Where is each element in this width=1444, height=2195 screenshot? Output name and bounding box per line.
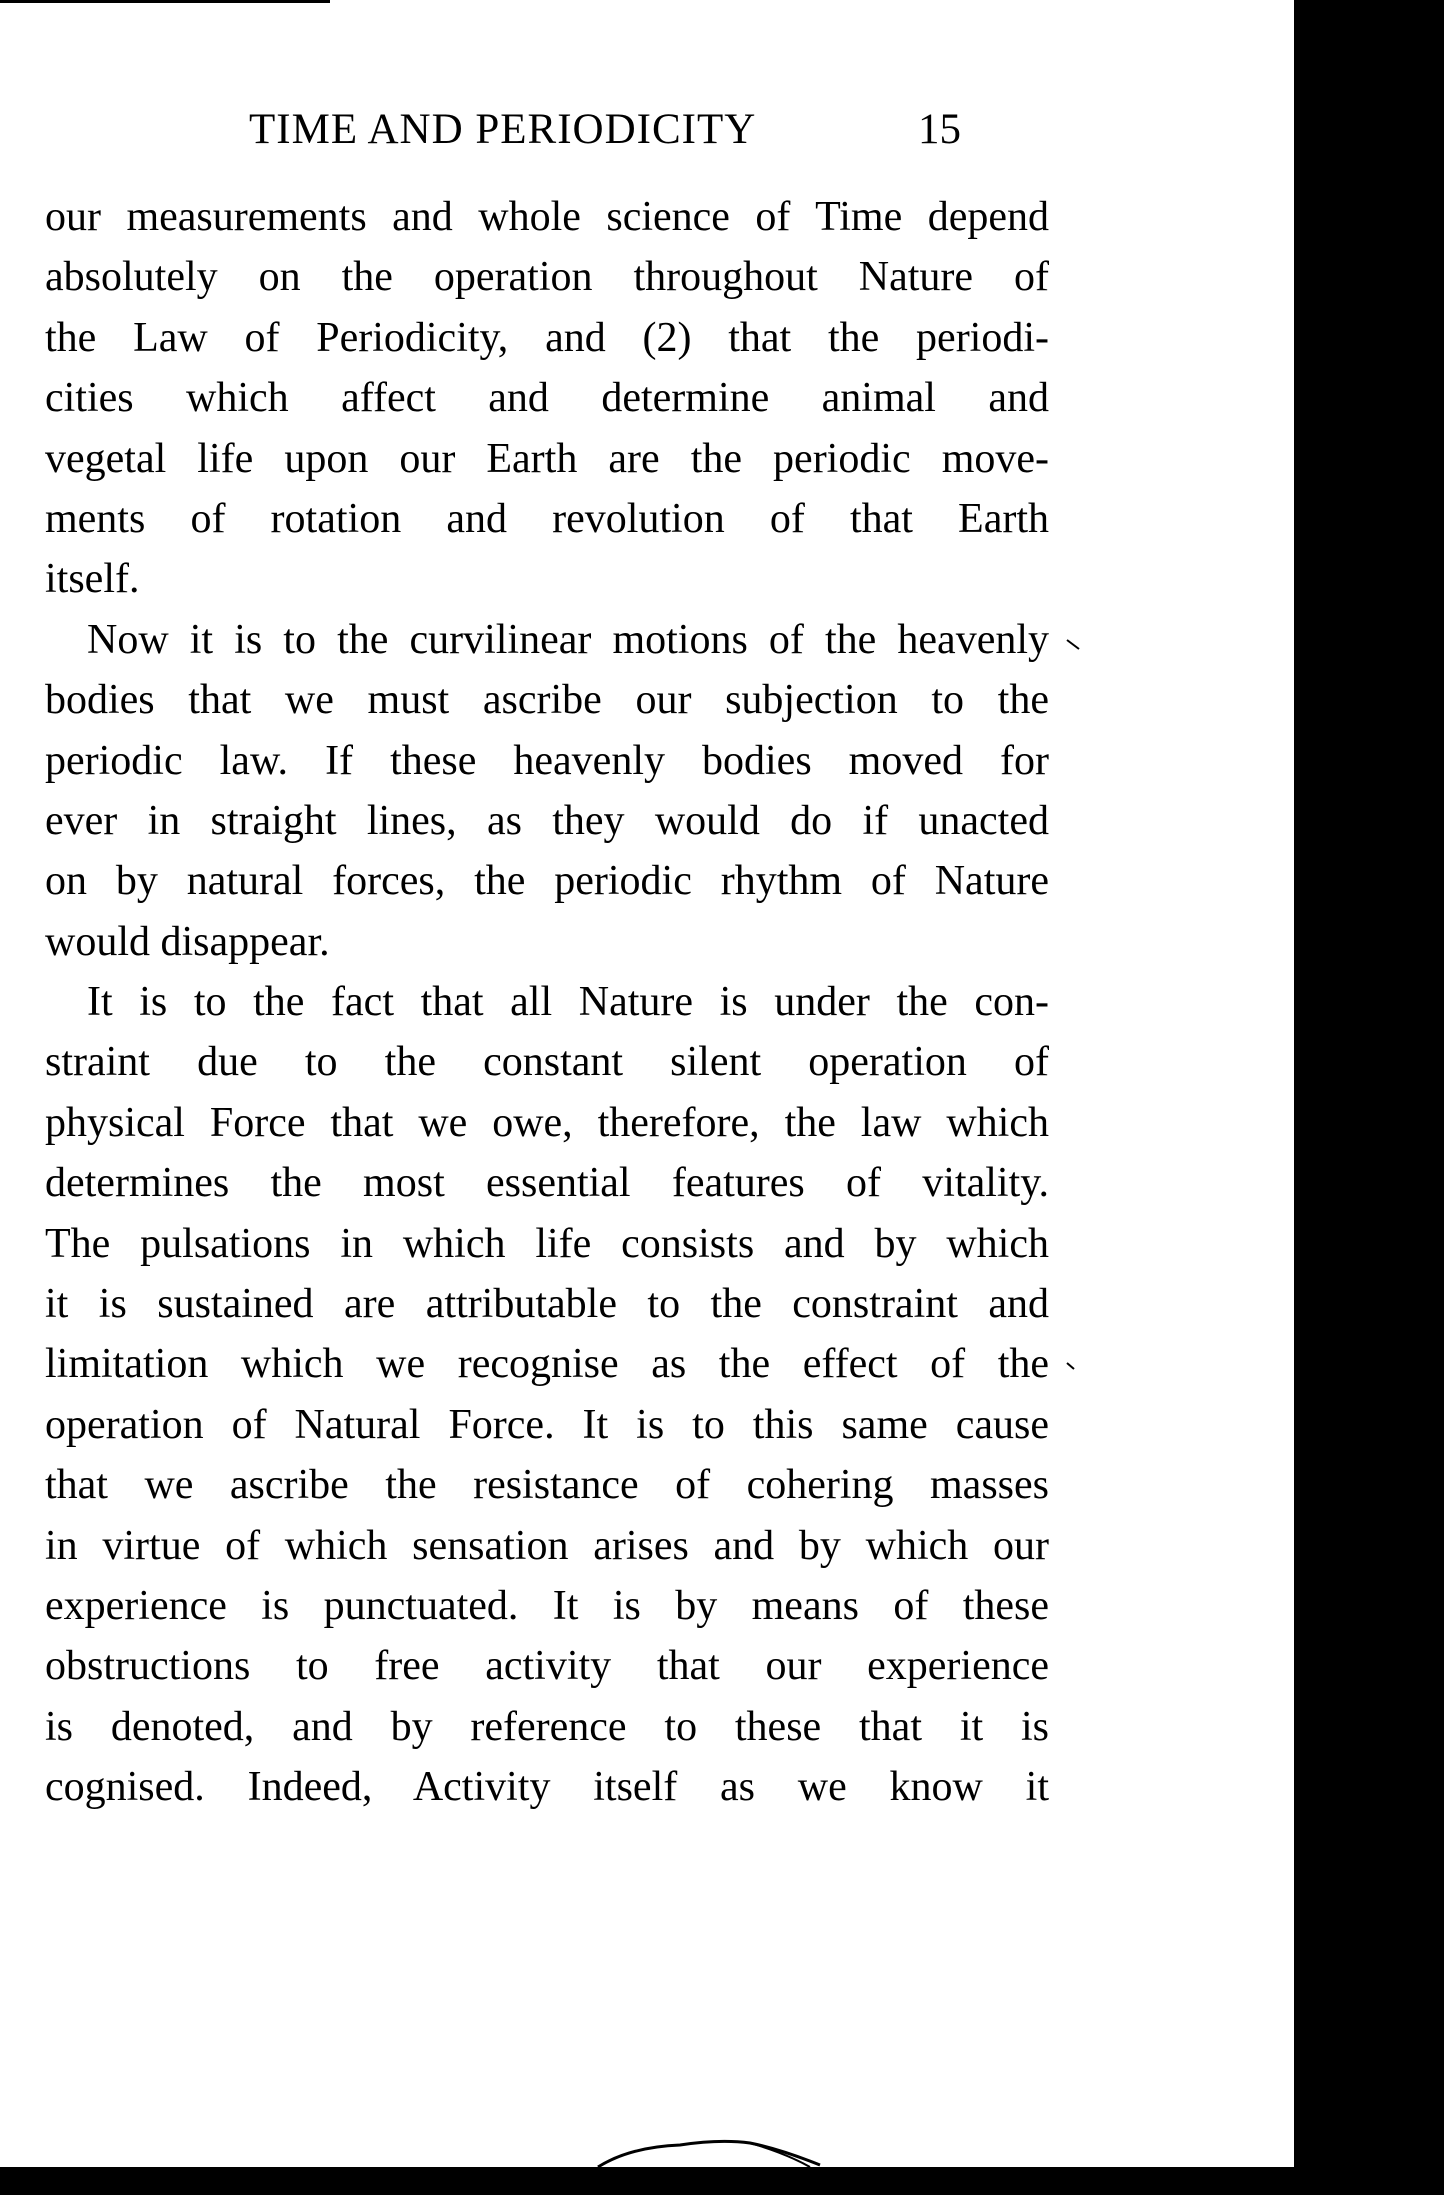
text-line: the Law of Periodicity, and (2) that the periodi-: [45, 314, 1049, 361]
page-number: 15: [918, 106, 961, 153]
text-line: Now it is to the curvilinear motions of the heavenly: [87, 616, 1049, 663]
text-line: limitation which we recognise as the effect of the: [45, 1341, 1049, 1388]
text-line: operation of Natural Force. It is to this same cause: [45, 1401, 1049, 1448]
text-line: physical Force that we owe, therefore, the law which: [45, 1099, 1049, 1146]
scan-edge-rule: [0, 0, 330, 3]
text-line: obstructions to free activity that our experience: [45, 1643, 1049, 1690]
scan-border-bottom: [0, 2167, 1444, 2195]
text-line: is denoted, and by reference to these that it is: [45, 1703, 1049, 1750]
page-curl-mark: [590, 2135, 830, 2169]
margin-tick-mark: [1065, 1360, 1079, 1374]
text-line: on by natural forces, the periodic rhythm of Nature: [45, 858, 1049, 905]
body-text: [45, 187, 1049, 1818]
text-line: that we ascribe the resistance of cohering masses: [45, 1462, 1049, 1509]
running-head-title: TIME AND PERIODICITY: [249, 106, 757, 153]
text-line: in virtue of which sensation arises and by which our: [45, 1522, 1049, 1569]
text-line: our measurements and whole science of Time depend: [45, 194, 1049, 240]
text-line: bodies that we must ascribe our subjection to the: [45, 677, 1049, 724]
text-line: it is sustained are attributable to the constraint and: [45, 1281, 1049, 1328]
text-line: absolutely on the operation throughout Nature of: [45, 254, 1049, 301]
text-line: cognised. Indeed, Activity itself as we know it: [45, 1764, 1049, 1811]
text-line: periodic law. If these heavenly bodies moved for: [45, 737, 1049, 784]
text-line: itself.: [45, 556, 140, 603]
text-line: cities which affect and determine animal and: [45, 375, 1049, 422]
text-line: vegetal life upon our Earth are the periodic move-: [45, 435, 1049, 482]
text-line: experience is punctuated. It is by means of these: [45, 1582, 1049, 1629]
text-line: ever in straight lines, as they would do if unacted: [45, 797, 1049, 844]
text-line: ments of rotation and revolution of that Earth: [45, 495, 1049, 542]
text-line: The pulsations in which life consists and by which: [45, 1220, 1049, 1267]
text-line: straint due to the constant silent operation of: [45, 1039, 1049, 1086]
text-line: would disappear.: [45, 918, 330, 965]
text-line: It is to the fact that all Nature is under the con-: [87, 979, 1049, 1026]
scan-border-right: [1294, 0, 1444, 2195]
margin-tick-mark: [1065, 637, 1085, 653]
text-line: determines the most essential features of vitality.: [45, 1160, 1049, 1207]
